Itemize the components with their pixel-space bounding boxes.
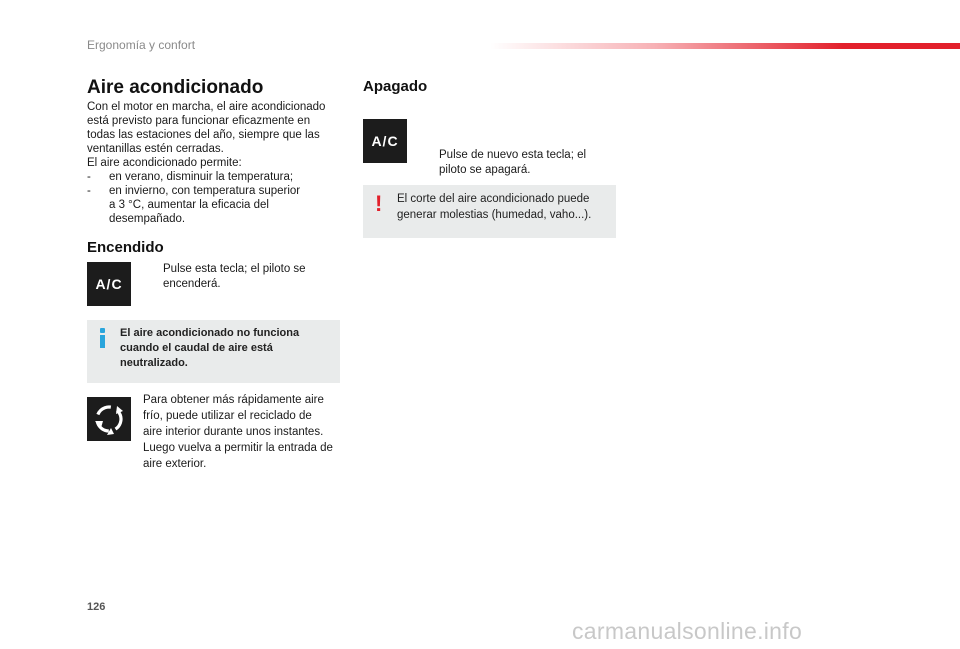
encendido-step bbox=[143, 262, 353, 292]
recirculation-icon bbox=[87, 397, 131, 441]
bullet-item bbox=[87, 184, 342, 226]
intro-line: Con el motor en marcha, el aire acondicionado bbox=[87, 101, 326, 113]
watermark: carmanualsonline.info bbox=[572, 618, 803, 644]
bullet-item bbox=[87, 170, 342, 184]
section-label: Ergonomía y confort bbox=[87, 38, 196, 52]
encendido-heading: Encendido bbox=[87, 239, 164, 256]
bullet-dash: - bbox=[87, 171, 91, 183]
apagado-heading: Apagado bbox=[363, 78, 428, 95]
warning-note-line: El corte del aire acondicionado puede bbox=[397, 193, 590, 205]
intro-line: está previsto para funcionar eficazmente en bbox=[87, 115, 311, 127]
intro-line: El aire acondicionado permite: bbox=[87, 157, 242, 169]
intro-line: ventanillas estén cerradas. bbox=[87, 143, 224, 155]
recirculation-line: frío, puede utilizar el reciclado de bbox=[143, 410, 312, 422]
warning-note bbox=[363, 185, 616, 238]
recirculation-line: Para obtener más rápidamente aire bbox=[143, 394, 324, 406]
info-note-line: El aire acondicionado no funciona bbox=[120, 327, 300, 339]
step-line: piloto se apagará. bbox=[439, 164, 531, 176]
intro-text bbox=[87, 100, 342, 226]
recirculation-line: aire interior durante unos instantes. bbox=[143, 426, 324, 438]
page-title: Aire acondicionado bbox=[87, 77, 264, 98]
info-note-text bbox=[120, 326, 299, 371]
bullet-line: en invierno, con temperatura superior bbox=[109, 185, 301, 197]
recirculation-line: aire exterior. bbox=[143, 458, 207, 470]
step-line: Pulse de nuevo esta tecla; el bbox=[439, 149, 587, 161]
apagado-step bbox=[419, 148, 629, 178]
intro-line: todas las estaciones del año, siempre que las bbox=[87, 129, 320, 141]
warning-note-line: generar molestias (humedad, vaho...). bbox=[397, 209, 592, 221]
bullet-line: desempañado. bbox=[109, 213, 186, 225]
step-line: encenderá. bbox=[163, 278, 221, 290]
bullet-dash: - bbox=[87, 185, 91, 197]
recirculation-text bbox=[143, 392, 343, 472]
info-note-line: neutralizado. bbox=[120, 357, 188, 369]
info-note-line: cuando el caudal de aire está bbox=[120, 342, 273, 354]
bullet-line: a 3 °C, aumentar la eficacia del bbox=[109, 199, 269, 211]
recirculation-line: Luego vuelva a permitir la entrada de bbox=[143, 442, 333, 454]
info-icon bbox=[100, 328, 105, 348]
info-note bbox=[87, 320, 340, 383]
bullet-line: en verano, disminuir la temperatura; bbox=[109, 171, 294, 183]
page-number: 126 bbox=[87, 601, 106, 613]
warning-icon: ! bbox=[375, 191, 383, 216]
ac-button-icon: A/C bbox=[87, 262, 131, 306]
ac-button-icon: A/C bbox=[363, 119, 407, 163]
step-line: Pulse esta tecla; el piloto se bbox=[163, 263, 306, 275]
warning-note-text bbox=[397, 191, 591, 223]
header-accent-bar bbox=[490, 43, 960, 49]
